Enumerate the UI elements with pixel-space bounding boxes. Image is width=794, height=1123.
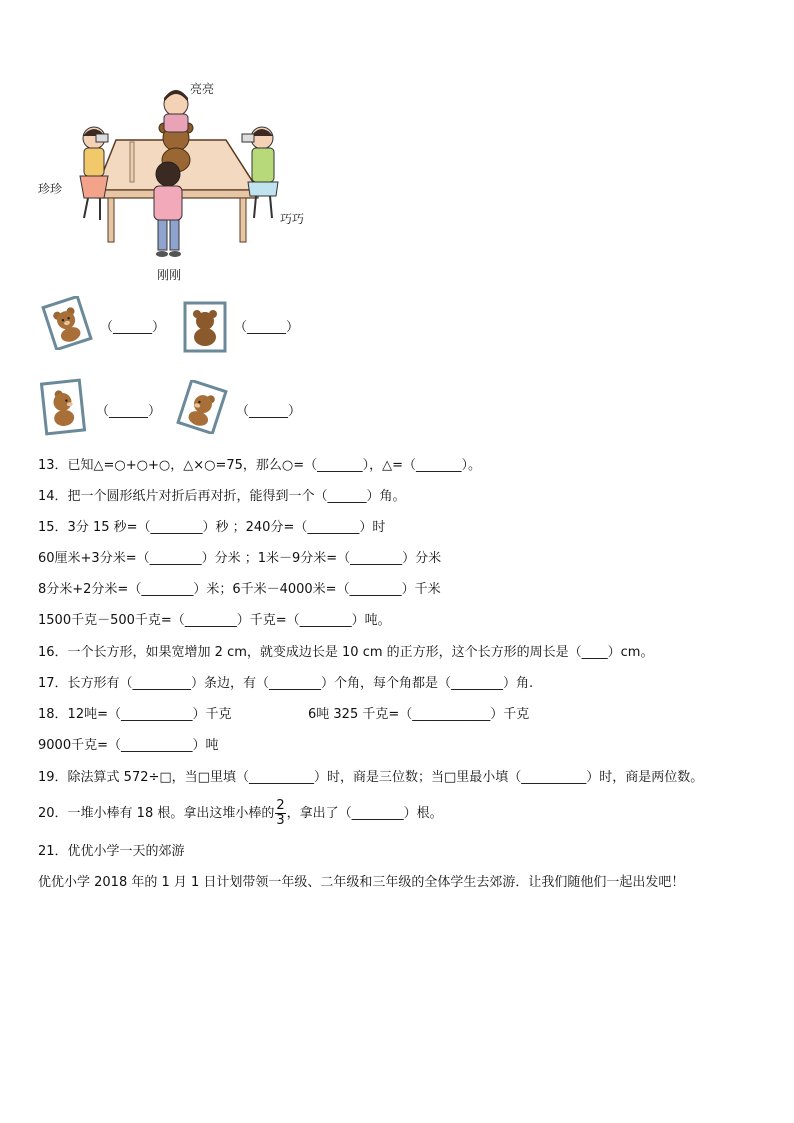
question-18-part-1: 18．12吨=（___________）千克 [38,707,232,722]
label-zhenzhen: 珍珍 [38,182,63,196]
scene-illustration [36,78,316,278]
question-18-part-2: 6吨 325 千克=（____________）千克 [308,707,530,722]
bear-other-side-photo-icon [174,380,230,434]
question-14: 14．把一个圆形纸片对折后再对折，能得到一个（______）角。 [38,489,406,504]
question-21-body: 优优小学 2018 年的 1 月 1 日计划带领一年级、二年级和三年级的全体学生去郊游．让我们随他们一起出发吧！ [38,875,685,890]
table-scene-drawing [36,78,316,278]
label-qiaoqiao: 巧巧 [280,212,305,226]
fraction-numerator: 2 [276,798,285,813]
bear-side-photo-icon [40,378,86,436]
photo-card-4 [174,380,230,434]
bear-front-photo-icon [40,296,94,350]
question-20-text-before: 20．一堆小棒有 18 根。拿出这堆小棒的 [38,806,275,821]
photo-card-2 [182,300,228,354]
question-16: 16．一个长方形，如果宽增加 2 cm，就变成边长是 10 cm 的正方形，这个长方形的周长是（____）cm。 [38,645,654,660]
bear-back-photo-icon [182,300,228,354]
question-19: 19．除法算式 572÷□，当□里填（__________）时，商是三位数；当□里最小填（__________）时，商是两位数。 [38,770,704,785]
fraction-two-thirds [275,799,285,828]
question-20 [38,796,443,832]
fraction-denominator: 3 [276,813,285,828]
question-18-part-3: 9000千克=（___________）吨 [38,738,219,753]
question-13: 13．已知△=○+○+○，△×○=75，那么○=（_______），△=（_______）。 [38,458,482,473]
photo-answer-blank-3[interactable]: （______） [96,404,162,419]
photo-card-3 [40,378,86,436]
question-15-line-3: 8分米+2分米=（________）米；6千米－4000米=（________）千米 [38,582,441,597]
question-20-text-after: ，拿出了（________）根。 [286,806,443,821]
child-top-figure [164,90,188,132]
question-21-title: 21．优优小学一天的郊游 [38,844,185,859]
question-17: 17．长方形有（_________）条边，有（________）个角，每个角都是（________）角. [38,676,534,691]
photo-card-1 [40,296,94,350]
photo-answer-blank-4[interactable]: （______） [236,404,302,419]
label-ganggang: 刚刚 [157,268,182,282]
child-left-figure [80,127,108,220]
question-15-line-2: 60厘米+3分米=（________）分米 ；1米－9分米=（________）分米 [38,551,442,566]
question-15-line-4: 1500千克－500千克=（________）千克=（________）吨。 [38,613,391,628]
question-15-line-1: 15．3分 15 秒=（________）秒 ；240分=（________）时 [38,520,386,535]
label-liangliang: 亮亮 [190,82,215,96]
photo-answer-blank-2[interactable]: （______） [234,320,300,335]
photo-answer-blank-1[interactable]: （______） [100,320,166,335]
child-bottom-figure [154,162,182,257]
